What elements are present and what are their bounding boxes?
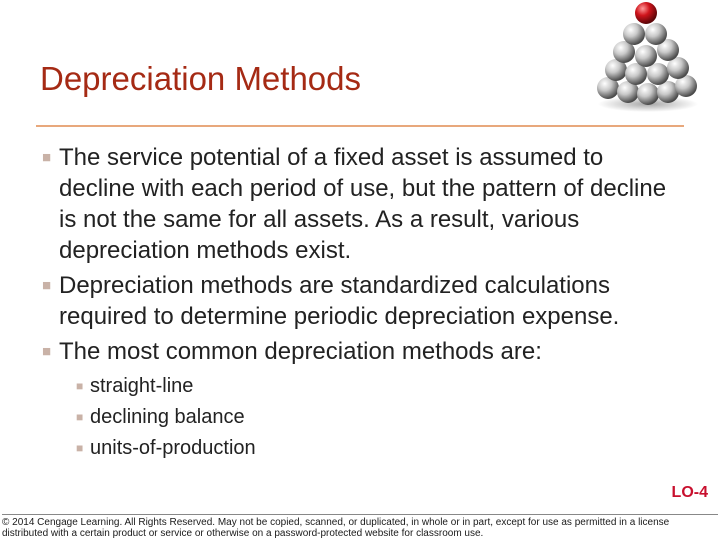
bullet-text: Depreciation methods are standardized calculations required to determine periodic depreciation expense. [59, 272, 620, 330]
sub-bullet-item [76, 433, 680, 464]
copyright-footer: © 2014 Cengage Learning. All Rights Reserved. May not be copied, scanned, or duplicated, in whole or in part, except for use as permitted in a license distributed with a certain product or service or otherwise on a password-protected website for classroom use. [2, 514, 718, 539]
square-bullet-icon: ■ [76, 441, 84, 455]
bullet-item [40, 336, 680, 367]
sub-bullet-item [76, 371, 680, 402]
bullet-item [40, 270, 680, 332]
sub-bullet-item [76, 402, 680, 433]
bullet-list [40, 142, 680, 464]
slide-title: Depreciation Methods [40, 60, 362, 97]
title-divider [36, 125, 684, 127]
square-bullet-icon: ■ [42, 149, 52, 166]
bullet-text: The most common depreciation methods are: [59, 338, 542, 365]
square-bullet-icon: ■ [42, 343, 52, 360]
sub-bullet-text: declining balance [90, 406, 245, 428]
bullet-text: The service potential of a fixed asset is assumed to decline with each period of use, but the pattern of decline is not the same for all assets. As a result, various depreciation methods exist. [59, 144, 667, 264]
square-bullet-icon: ■ [42, 277, 52, 294]
square-bullet-icon: ■ [76, 410, 84, 424]
ball-pyramid-icon [590, 0, 700, 112]
square-bullet-icon: ■ [76, 379, 84, 393]
bullet-item [40, 142, 680, 266]
sub-bullet-list [40, 371, 680, 464]
sub-bullet-text: units-of-production [90, 437, 256, 459]
sub-bullet-text: straight-line [90, 375, 194, 397]
learning-objective-label: LO-4 [671, 484, 708, 501]
